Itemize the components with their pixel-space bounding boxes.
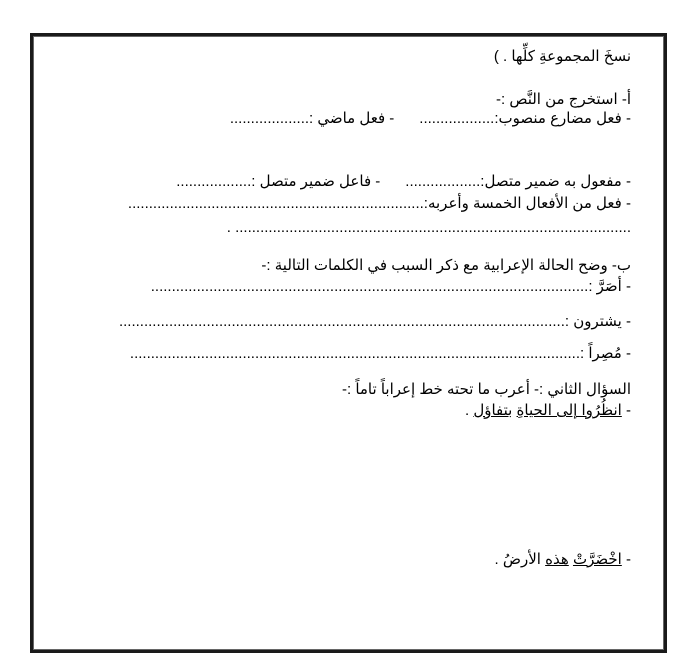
five-verbs-line: - فعل من الأفعال الخمسة وأعربه:....................................................................... — [127, 195, 631, 212]
underlined-verb: اخْضَرَّتْ — [572, 551, 622, 568]
word-asarra-line: - أصَرَّ :......................................................................................................... — [150, 278, 631, 295]
underlined-word: بتفاؤل — [473, 402, 513, 419]
section-a-heading: أ- استخرج من النَّص :- — [496, 91, 631, 108]
present-past-verb-line: - فعل مضارع منصوب:.................. - فعل ماضي :................... — [229, 110, 631, 127]
question-two-heading: السؤال الثاني :- أعرب ما تحته خط إعراباً تاماً :- — [342, 381, 631, 398]
intro-line: نسخَ المجموعةِ كلِّها . ) — [493, 48, 631, 65]
underlined-phrase: انظُرُوا إلى الحياةِ — [516, 402, 622, 419]
underlined-demonstrative: هذه — [545, 551, 569, 568]
question-two-sentence-2: - اخْضَرَّتْ هذه الأرضُ . — [494, 551, 631, 568]
word-yashtaroon-line: - يشترون :........................................................................................................... — [118, 313, 631, 330]
answer-continuation-line: ............................................................................................... . — [226, 219, 631, 236]
object-subject-pronoun-line: - مفعول به ضمير متصل:.................. - فاعل ضمير متصل :.................. — [176, 173, 631, 190]
section-b-heading: ب- وضح الحالة الإعرابية مع ذكر السبب في الكلمات التالية :- — [261, 257, 631, 274]
word-musiran-line: - مُصِراً :............................................................................................................ — [129, 345, 631, 362]
question-two-sentence-1: - انظُرُوا إلى الحياةِ بتفاؤل . — [465, 402, 631, 419]
